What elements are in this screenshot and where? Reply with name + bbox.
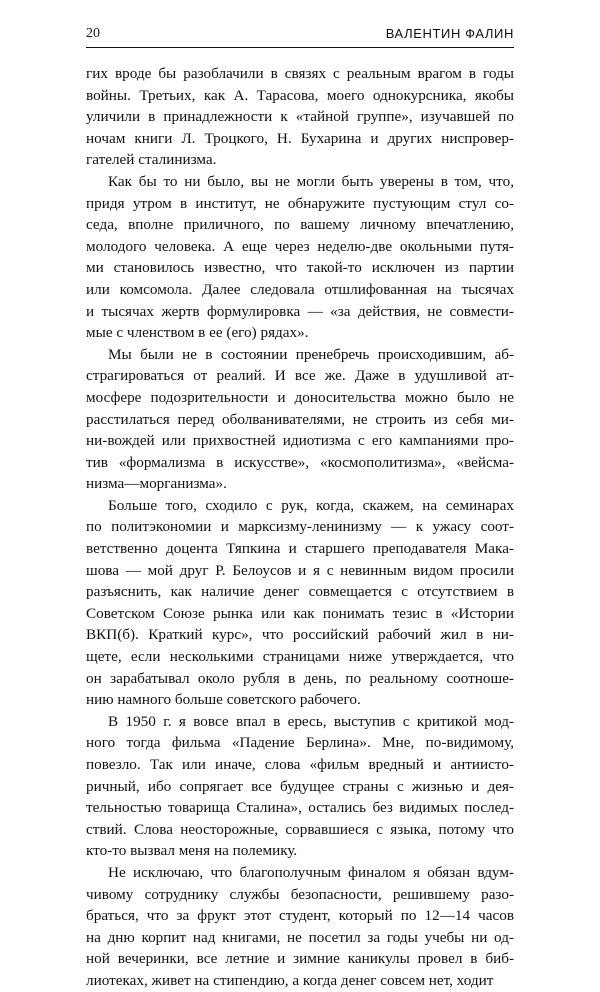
text-line: уличили в принадлежности к «тайной группе», изучавшей по xyxy=(86,108,514,126)
text-line: ствий. Слова неосторожные, сорвавшиеся с языка, потому что xyxy=(86,820,514,838)
text-line: он зарабатывал около рубля в день, по реальному соотноше- xyxy=(86,669,514,687)
paragraph xyxy=(86,495,514,711)
text-line: разъяснить, как наличие денег совмещается с отсутствием в xyxy=(86,583,514,601)
paragraph xyxy=(86,171,514,344)
text-line: браться, что за фрукт этот студент, который по 12—14 часов xyxy=(86,907,514,925)
text-line: войны. Третьих, как А. Тарасова, моего однокурсника, якобы xyxy=(86,86,514,104)
text-line: и тысячах жертв формулировка — «за действия, не совмести- xyxy=(86,302,514,320)
text-line: щете, если несколькими страницами ниже утверждается, что xyxy=(86,648,514,666)
text-line: ми становилось известно, что такой-то исключен из партии xyxy=(86,259,514,277)
text-line: ветственно доцента Тяпкина и старшего преподавателя Мака- xyxy=(86,540,514,558)
text-line: В 1950 г. я вовсе впал в ересь, выступив с критикой мод- xyxy=(108,712,514,730)
text-line: Больше того, сходило с рук, когда, скажем, на семинарах xyxy=(108,496,514,514)
text-line: страгироваться от реалий. И все же. Даже в удушливой ат- xyxy=(86,367,514,385)
text-line: гих вроде бы разоблачили в связях с реальным врагом в годы xyxy=(86,65,514,82)
text-line: седа, вполне приличного, по вашему личному впечатлению, xyxy=(86,216,514,234)
paragraph xyxy=(86,862,514,992)
page-header xyxy=(86,26,514,44)
text-line: по политэкономии и марксизму-ленинизму — к ужасу соот- xyxy=(86,518,514,536)
text-line: на дню корпит над книгами, не посетил за годы учебы ни од- xyxy=(86,928,514,946)
running-head: ВАЛЕНТИН ФАЛИН xyxy=(385,26,514,41)
text-line: мосфере подозрительности и доносительства можно было не xyxy=(86,388,514,406)
paragraph xyxy=(86,711,514,862)
text-line: придя утром в институт, не обнаружите пустующим стул со- xyxy=(86,194,514,212)
text-line: Не исключаю, что благополучным финалом я обязан вдум- xyxy=(108,863,514,881)
body-text xyxy=(86,63,514,992)
text-line: лиотеках, живет на стипендию, а когда денег совсем нет, ходит xyxy=(86,971,494,989)
text-line: или комсомола. Далее следовала отшлифованная на тысячах xyxy=(86,280,514,298)
text-line: нию намного больше советского рабочего. xyxy=(86,691,361,709)
text-line: кто-то вызвал меня на полемику. xyxy=(86,842,298,860)
text-line: расстилаться перед оболванивателями, не строить из себя ми- xyxy=(86,410,514,428)
paragraph xyxy=(86,344,514,495)
text-line: Как бы то ни было, вы не могли быть уверены в том, что, xyxy=(108,172,514,190)
text-line: ВКП(б). Краткий курс», что российский рабочий жил в ни- xyxy=(86,626,514,644)
text-line: ни-вождей или прихвостней идиотизма с его кампаниями про- xyxy=(86,432,514,450)
paragraph xyxy=(86,63,514,171)
text-line: ричный, ибо сопрягает все будущее страны с жизнью и дея- xyxy=(86,777,514,795)
header-rule xyxy=(86,47,514,48)
text-line: тив «формализма в искусстве», «космополитизма», «вейсма- xyxy=(86,453,514,471)
text-line: шова — мой друг Р. Белоусов и я с невинным видом просили xyxy=(86,561,514,579)
text-line: чивому сотруднику службы безопасности, решившему разо- xyxy=(86,885,514,903)
text-line: ночам книги Л. Троцкого, Н. Бухарина и других ниспровер- xyxy=(86,129,514,147)
text-line: Мы были не в состоянии пренебречь происходившим, аб- xyxy=(108,345,514,363)
text-line: тельностью товарища Сталина», остались без видимых послед- xyxy=(86,799,514,817)
text-line: молодого человека. А еще через неделю-две окольными путя- xyxy=(86,237,514,255)
text-line: ного тогда фильма «Падение Берлина». Мне, по-видимому, xyxy=(86,734,514,752)
text-line: ной вечеринки, все летние и зимние каникулы провел в биб- xyxy=(86,950,514,968)
text-line: Советском Союзе рынка или как понимать тезис в «Истории xyxy=(86,604,514,622)
text-line: мые с членством в ее (его) рядах». xyxy=(86,324,309,342)
text-line: повезло. Так или иначе, слова «фильм вредный и антиисто- xyxy=(86,756,514,773)
text-line: гателей сталинизма. xyxy=(86,151,217,169)
page-number: 20 xyxy=(86,26,100,41)
text-line: низма—морганизма». xyxy=(86,475,227,493)
